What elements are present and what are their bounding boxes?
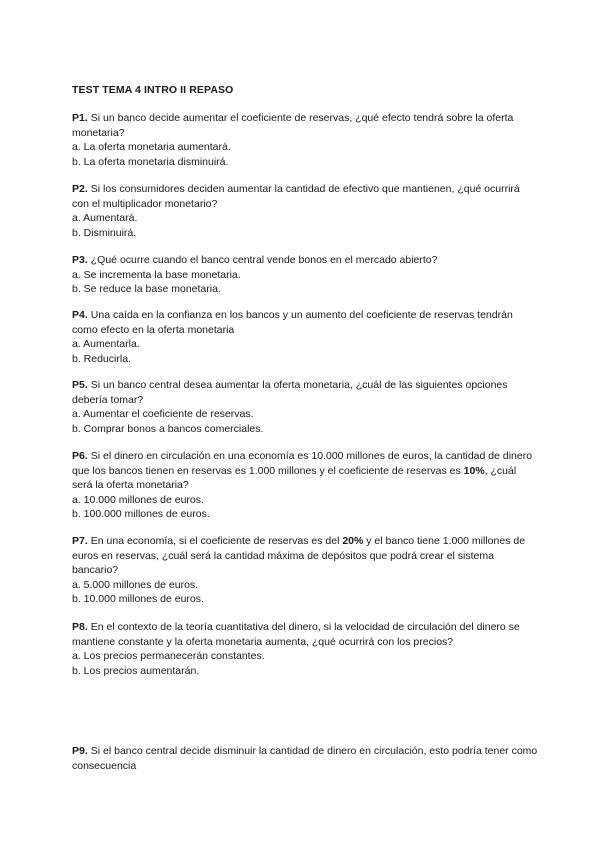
question-text: Si el banco central decide disminuir la cantidad de dinero en circulación, esto podría tener como consecuencia — [72, 745, 538, 772]
document-title: TEST TEMA 4 INTRO II REPASO — [72, 84, 234, 96]
option-a: a. 10.000 millones de euros. — [72, 493, 204, 506]
option-a: a. La oferta monetaria aumentará. — [72, 141, 231, 154]
question-p8 — [72, 620, 538, 678]
question-number: P4. — [72, 309, 88, 321]
question-stem — [72, 620, 538, 649]
option-a: a. Se incrementa la base monetaria. — [72, 268, 241, 281]
option-b: b. Se reduce la base monetaria. — [72, 283, 221, 296]
question-text: Si los consumidores deciden aumentar la cantidad de efectivo que mantienen, ¿qué ocurrirá con el multiplicador monetario? — [72, 183, 520, 210]
question-stem — [72, 378, 538, 407]
question-text: Si un banco decide aumentar el coeficiente de reservas, ¿qué efecto tendrá sobre la oferta monetaria? — [72, 112, 514, 139]
question-stem — [72, 449, 538, 493]
question-text: ¿Qué ocurre cuando el banco central vende bonos en el mercado abierto? — [90, 254, 438, 266]
highlight-value: 10% — [463, 464, 485, 477]
option-a: a. Los precios permanecerán constantes. — [72, 650, 265, 663]
question-stem — [72, 534, 538, 578]
option-b: b. Disminuirá. — [72, 226, 137, 239]
question-number: P9. — [72, 745, 88, 757]
option-b: b. Los precios aumentarán. — [72, 664, 200, 677]
question-number: P6. — [72, 450, 88, 462]
question-number: P8. — [72, 621, 88, 633]
question-p4 — [72, 308, 538, 366]
question-p9 — [72, 744, 538, 773]
option-b: b. Comprar bonos a bancos comerciales. — [72, 422, 264, 435]
option-b: b. 10.000 millones de euros. — [72, 593, 204, 606]
question-p5 — [72, 378, 538, 436]
option-a: a. Aumentar el coeficiente de reservas. — [72, 408, 254, 421]
highlight-value: 20% — [342, 535, 364, 547]
question-p1 — [72, 111, 538, 169]
option-a: a. Aumentará. — [72, 212, 138, 225]
question-text: En el contexto de la teoría cuantitativa del dinero, si la velocidad de circulación del dinero se mantiene constante y la oferta monetaria aumenta, ¿qué ocurrirá con los precios? — [72, 621, 520, 648]
option-a: a. 5.000 millones de euros. — [72, 578, 199, 591]
question-stem — [72, 253, 538, 268]
question-text-tail: y el banco tiene 1.000 millones de euros en reservas, ¿cuál será la cantidad máxima de depósitos que podrá crear el sistema bancario? — [72, 535, 526, 577]
option-b: b. La oferta monetaria disminuirá. — [72, 155, 229, 168]
question-text: En una economía, si el coeficiente de reservas es del — [90, 535, 343, 547]
question-text: Si el dinero en circulación en una economía es 10.000 millones de euros, la cantidad de dinero que los bancos tienen en reservas es 1.000 millones y el coeficiente de reservas es — [72, 450, 533, 477]
question-text-tail: , ¿cuál será la oferta monetaria? — [72, 464, 517, 492]
question-stem — [72, 308, 538, 337]
question-number: P7. — [72, 535, 88, 547]
question-p2 — [72, 182, 538, 240]
question-number: P2. — [72, 183, 88, 195]
option-b: b. 100.000 millones de euros. — [72, 508, 210, 521]
question-stem — [72, 182, 538, 211]
option-b: b. Reducirla. — [72, 352, 131, 365]
question-text: Si un banco central desea aumentar la oferta monetaria, ¿cuál de las siguientes opciones debería tomar? — [72, 379, 508, 406]
question-number: P5. — [72, 379, 88, 391]
question-p3 — [72, 253, 538, 297]
question-number: P3. — [72, 254, 88, 266]
option-a: a. Aumentarla. — [72, 338, 140, 351]
question-p7 — [72, 534, 538, 607]
question-p6 — [72, 449, 538, 522]
question-stem — [72, 111, 538, 140]
question-number: P1. — [72, 112, 88, 124]
question-stem — [72, 744, 538, 773]
question-text: Una caída en la confianza en los bancos y un aumento del coeficiente de reservas tendrán como efecto en la oferta monetaria — [72, 309, 513, 336]
